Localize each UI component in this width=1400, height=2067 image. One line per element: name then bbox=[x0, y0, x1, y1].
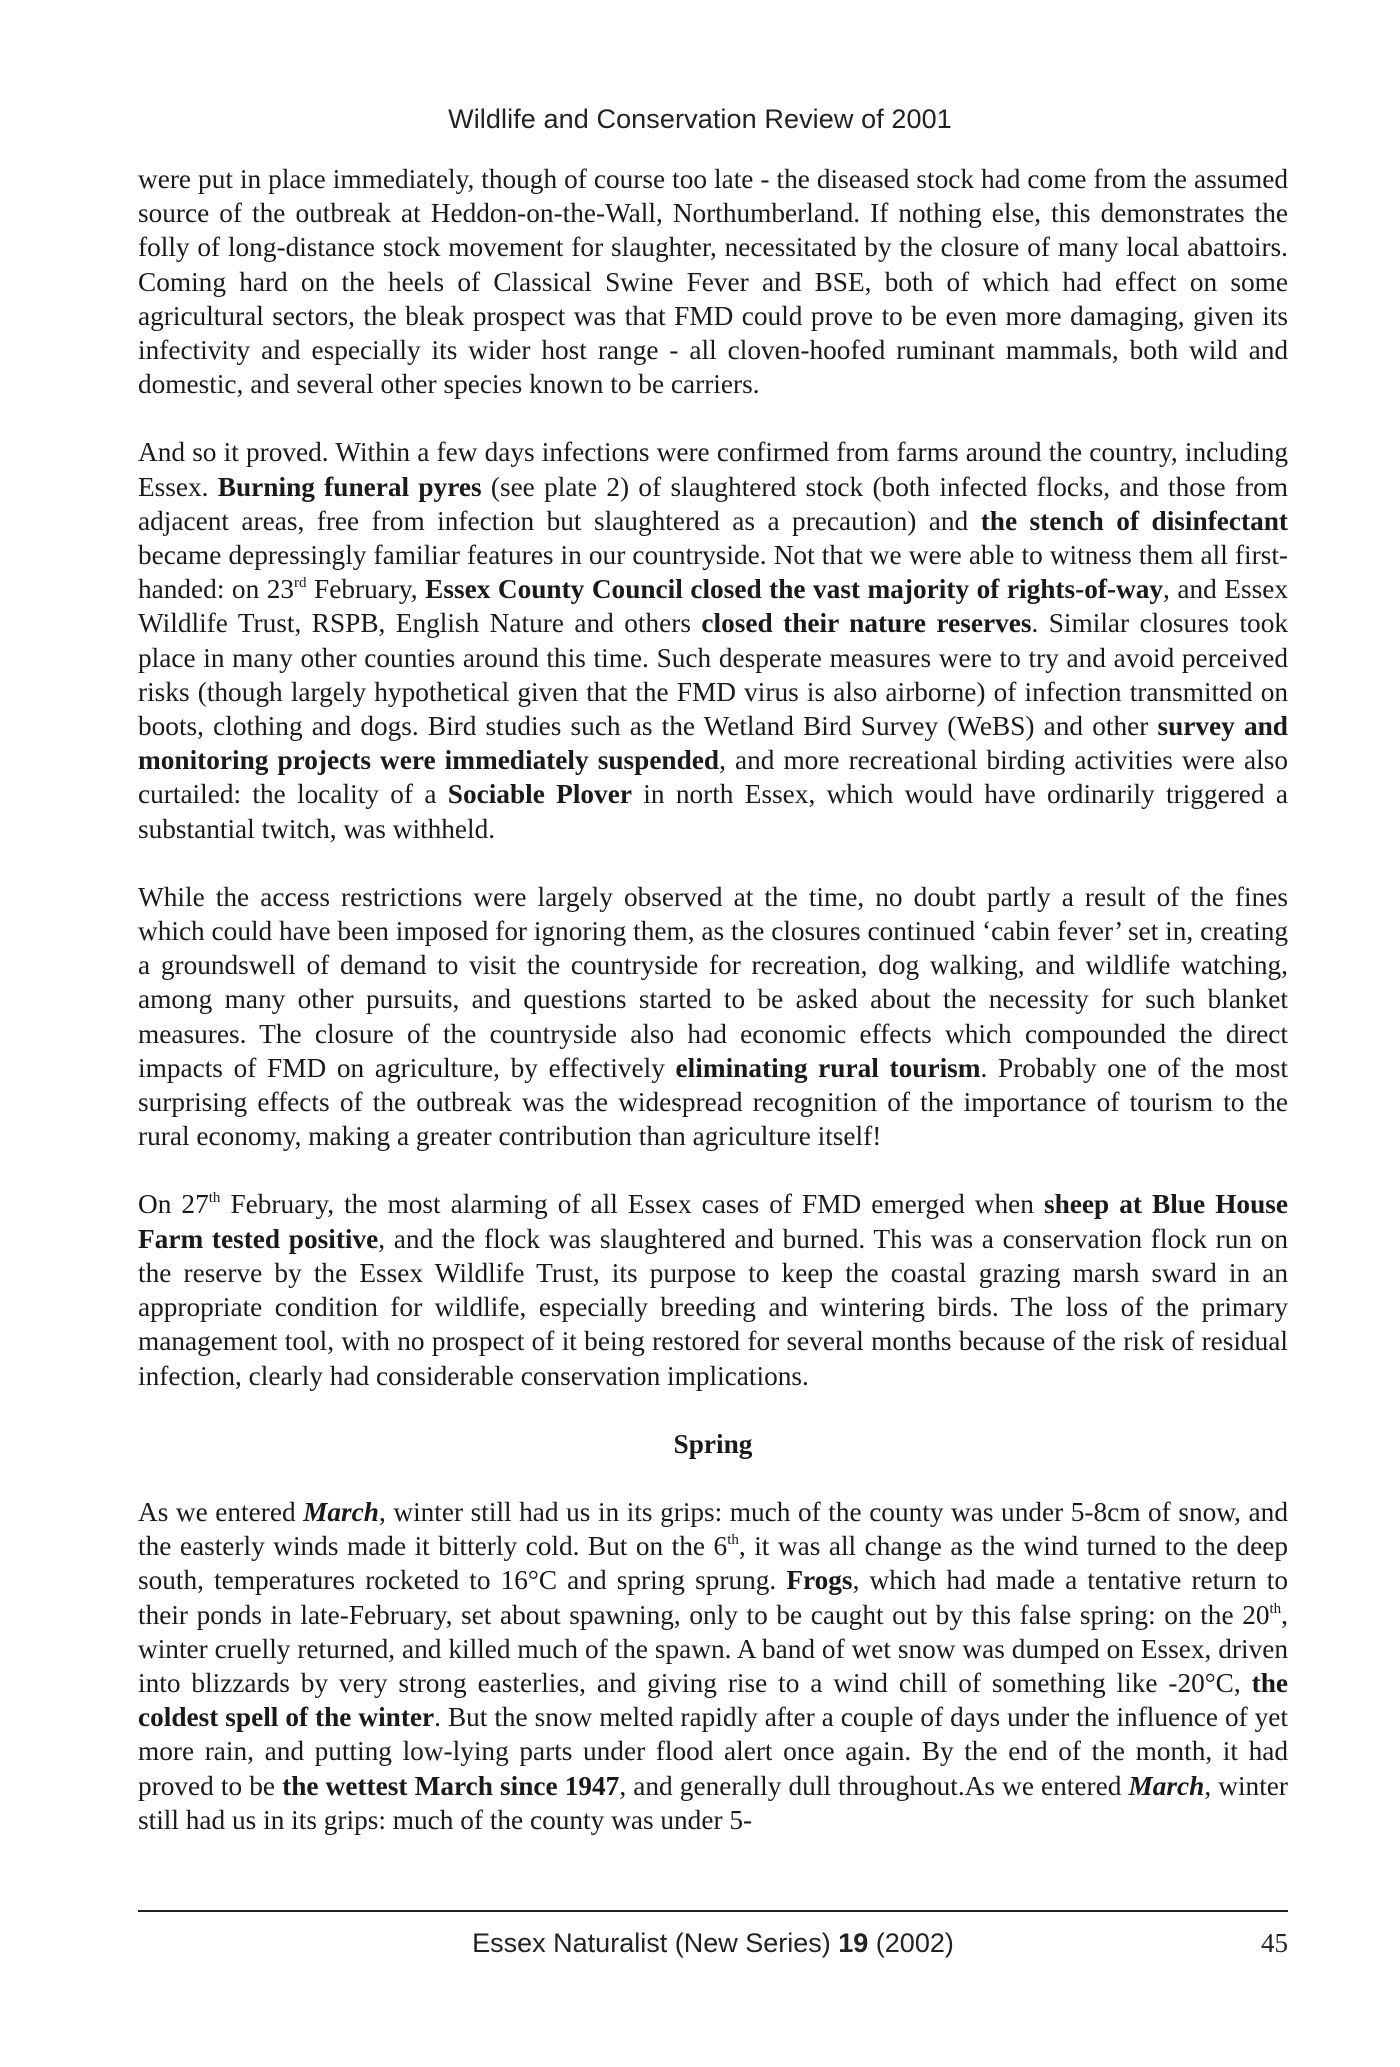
bold-phrase: Essex County Council closed the vast majority of rights-of-way bbox=[425, 574, 1164, 605]
page-footer bbox=[138, 1928, 1288, 1959]
section-heading-spring: Spring bbox=[673, 1428, 753, 1459]
bold-italic-phrase: March bbox=[303, 1496, 379, 1527]
ordinal-suffix: th bbox=[1269, 1600, 1282, 1617]
text-run: , winter still had us in its grips: much of the county was under 5-8cm of snow, and the easterly winds made it bitterly cold. But on the 6 bbox=[138, 1496, 1288, 1562]
paragraph-blue-house-farm bbox=[138, 1187, 1288, 1392]
text-run: (see plate 2) of slaughtered stock (both infected flocks, and those from adjacent areas, free from infection but slaughtered as a precaution) and bbox=[138, 471, 1289, 536]
bold-phrase: Burning funeral pyres bbox=[217, 471, 482, 502]
text-run: February, the most alarming of all Essex cases of FMD emerged when bbox=[220, 1189, 1044, 1220]
text-run: And so it proved. Within a few days infections were confirmed from farms around the country, including Essex. bbox=[138, 437, 1288, 502]
text-run: , and the flock was slaughtered and burned. This was a conservation flock run on the reserve by the Essex Wildlife Trust, its purpose to keep the coastal grazing marsh sward in an appropriate condition for wildlife, especially breeding and wintering birds. The loss of the primary management tool, with no prospect of it being restored for several months because of the risk of residual infection, clearly had considerable conservation implications. bbox=[138, 1223, 1288, 1391]
journal-citation bbox=[138, 1928, 1288, 1959]
journal-name: Essex Naturalist (New Series) bbox=[472, 1928, 839, 1958]
paragraph-march-weather bbox=[138, 1495, 1288, 1837]
text-run: , and Essex Wildlife Trust, RSPB, English Nature and others bbox=[138, 574, 1288, 639]
text-run: , winter still had us in its grips: much of the county was under 5- bbox=[138, 1770, 1288, 1835]
text-run: were put in place immediately, though of course too late - the diseased stock had come from the assumed source of the outbreak at Heddon-on-the-Wall, Northumberland. If nothing else, this demonstrates the folly of long-distance stock movement for slaughter, necessitated by the closure of many local abattoirs. Coming hard on the heels of Classical Swine Fever and BSE, both of which had effect on some agricultural sectors, the bleak prospect was that FMD could prove to be even more damaging, given its infectivity and especially its wider host range - all cloven-hoofed ruminant mammals, both wild and domestic, and several other species known to be carriers. bbox=[138, 164, 1288, 400]
text-run: became depressingly familiar features in our countryside. Not that we were able to witness them all first-handed: on 23 bbox=[138, 540, 1288, 605]
bold-phrase: closed their nature reserves bbox=[701, 608, 1032, 639]
text-run: in north Essex, which would have ordinarily triggered a substantial twitch, was withheld. bbox=[138, 779, 1288, 844]
bold-phrase: survey and monitoring projects were immediately suspended bbox=[138, 711, 1288, 776]
bold-phrase: the wettest March since 1947 bbox=[282, 1770, 620, 1801]
bold-phrase: the coldest spell of the winter bbox=[138, 1667, 1288, 1733]
publication-year: (2002) bbox=[868, 1928, 954, 1958]
paragraph-fmd-outbreak-source bbox=[138, 162, 1288, 401]
ordinal-suffix: th bbox=[208, 1190, 221, 1207]
text-run: On 27 bbox=[138, 1189, 209, 1220]
article-body bbox=[138, 162, 1288, 1837]
text-run: , which had made a tentative return to their ponds in late-February, set about spawning, only to be caught out by this false spring: on the 20 bbox=[138, 1565, 1288, 1630]
text-run: , it was all change as the wind turned to the deep south, temperatures rocketed to 16°C and spring sprung. bbox=[138, 1531, 1288, 1596]
text-run: , and more recreational birding activities were also curtailed: the locality of a bbox=[138, 745, 1289, 810]
text-run: February, bbox=[306, 574, 426, 605]
text-run: , winter cruelly returned, and killed much of the spawn. A band of wet snow was dumped on Essex, driven into blizzards by very strong easterlies, and giving rise to a wind chill of something like -20°C, bbox=[138, 1599, 1288, 1698]
bold-phrase: Sociable Plover bbox=[447, 779, 632, 810]
paragraph-access-restrictions bbox=[138, 880, 1288, 1154]
volume-number: 19 bbox=[838, 1928, 869, 1958]
text-run: . But the snow melted rapidly after a couple of days under the influence of yet more rain, and putting low-lying parts under flood alert once again. By the end of the month, it had proved to be bbox=[138, 1702, 1288, 1801]
bold-phrase: the stench of disinfectant bbox=[980, 505, 1288, 536]
bold-phrase: sheep at Blue House Farm tested positive bbox=[138, 1189, 1288, 1254]
ordinal-suffix: rd bbox=[294, 574, 307, 591]
bold-phrase: Frogs bbox=[786, 1565, 853, 1596]
text-run: . Similar closures took place in many other counties around this time. Such desperate measures were to try and avoid perceived risks (though largely hypothetical given that the FMD virus is also airborne) of infection transmitted on boots, clothing and dogs. Bird studies such as the Wetland Bird Survey (WeBS) and other bbox=[138, 608, 1288, 742]
bold-phrase: eliminating rural tourism bbox=[675, 1052, 981, 1083]
text-run: , and generally dull throughout.As we entered bbox=[619, 1770, 1129, 1801]
text-run: While the access restrictions were largely observed at the time, no doubt partly a result of the fines which could have been imposed for ignoring them, as the closures continued ‘cabin fever’ set in, creating a groundswell of demand to visit the countryside for recreation, dog walking, and wildlife watching, among many other pursuits, and questions started to be asked about the necessity for such blanket measures. The closure of the countryside also had economic effects which compounded the direct impacts of FMD on agriculture, by effectively bbox=[138, 881, 1288, 1083]
page-number: 45 bbox=[1261, 1928, 1288, 1958]
text-run: . Probably one of the most surprising effects of the outbreak was the widespread recognition of the importance of tourism to the rural economy, making a greater contribution than agriculture itself! bbox=[138, 1052, 1288, 1152]
text-run: As we entered bbox=[138, 1496, 304, 1527]
bold-italic-phrase: March bbox=[1128, 1770, 1205, 1801]
paragraph-infections-spread bbox=[138, 435, 1288, 845]
running-title: Wildlife and Conservation Review of 2001 bbox=[448, 104, 952, 134]
ordinal-suffix: th bbox=[727, 1531, 739, 1548]
footer-divider bbox=[138, 1910, 1288, 1912]
